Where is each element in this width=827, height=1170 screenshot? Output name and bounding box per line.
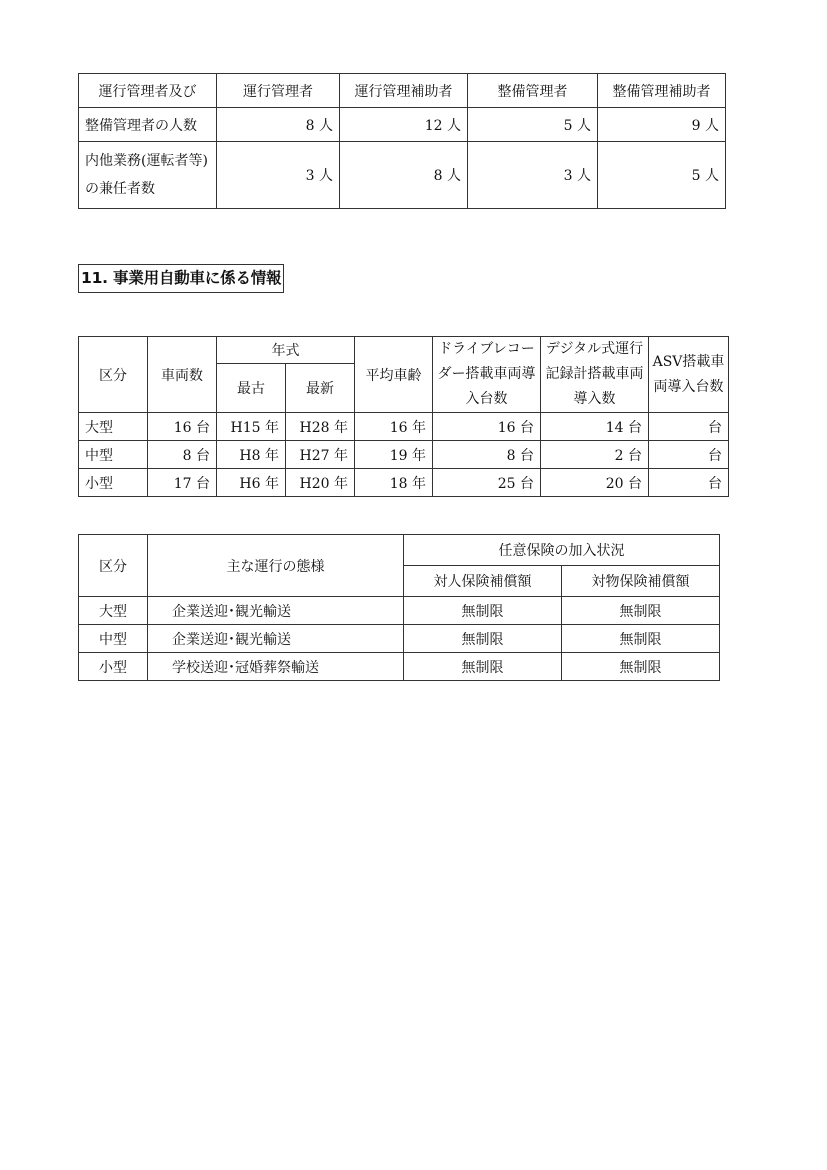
vehicle-asv: 台 bbox=[649, 413, 729, 441]
vehicle-newest: H20 年 bbox=[286, 469, 355, 497]
vehicle-newest: H27 年 bbox=[286, 441, 355, 469]
table-row bbox=[79, 441, 729, 469]
insurance-table bbox=[78, 534, 720, 681]
insurance-operation: 企業送迎･観光輸送 bbox=[148, 625, 404, 653]
header-newest: 最新 bbox=[286, 364, 355, 413]
vehicle-asv: 台 bbox=[649, 441, 729, 469]
header-property-coverage: 対物保険補償額 bbox=[562, 566, 720, 597]
header-insurance-status: 任意保険の加入状況 bbox=[404, 535, 720, 566]
concurrent-maintenance-manager: 3 人 bbox=[468, 142, 598, 209]
insurance-property: 無制限 bbox=[562, 653, 720, 681]
vehicle-average-age: 18 年 bbox=[355, 469, 433, 497]
count-operation-manager: 8 人 bbox=[217, 108, 340, 142]
insurance-category: 中型 bbox=[79, 625, 148, 653]
vehicle-drive-recorder: 8 台 bbox=[433, 441, 541, 469]
vehicle-count: 16 台 bbox=[148, 413, 217, 441]
header-oldest: 最古 bbox=[217, 364, 286, 413]
insurance-category: 小型 bbox=[79, 653, 148, 681]
insurance-category: 大型 bbox=[79, 597, 148, 625]
header-operation-mode: 主な運行の態様 bbox=[148, 535, 404, 597]
insurance-operation: 学校送迎･冠婚葬祭輸送 bbox=[148, 653, 404, 681]
header-maintenance-manager: 整備管理者 bbox=[468, 74, 598, 108]
insurance-operation: 企業送迎･観光輸送 bbox=[148, 597, 404, 625]
concurrent-operation-manager: 3 人 bbox=[217, 142, 340, 209]
header-vehicle-count: 車両数 bbox=[148, 337, 217, 413]
vehicle-category: 大型 bbox=[79, 413, 148, 441]
vehicle-oldest: H15 年 bbox=[217, 413, 286, 441]
vehicle-oldest: H8 年 bbox=[217, 441, 286, 469]
vehicle-digital-tachograph: 14 台 bbox=[541, 413, 649, 441]
count-maintenance-manager: 5 人 bbox=[468, 108, 598, 142]
insurance-personal: 無制限 bbox=[404, 597, 562, 625]
header-model-year: 年式 bbox=[217, 337, 355, 364]
vehicle-category: 小型 bbox=[79, 469, 148, 497]
concurrent-maintenance-manager-assistant: 5 人 bbox=[598, 142, 726, 209]
concurrent-operation-manager-assistant: 8 人 bbox=[340, 142, 468, 209]
staff-count-table bbox=[78, 73, 726, 209]
vehicle-average-age: 19 年 bbox=[355, 441, 433, 469]
insurance-personal: 無制限 bbox=[404, 625, 562, 653]
insurance-personal: 無制限 bbox=[404, 653, 562, 681]
vehicle-digital-tachograph: 20 台 bbox=[541, 469, 649, 497]
vehicle-drive-recorder: 16 台 bbox=[433, 413, 541, 441]
header-average-age: 平均車齢 bbox=[355, 337, 433, 413]
vehicle-category: 中型 bbox=[79, 441, 148, 469]
vehicle-digital-tachograph: 2 台 bbox=[541, 441, 649, 469]
header-operation-manager-assistant: 運行管理補助者 bbox=[340, 74, 468, 108]
count-operation-manager-assistant: 12 人 bbox=[340, 108, 468, 142]
header-operation-manager: 運行管理者 bbox=[217, 74, 340, 108]
header-maintenance-manager-assistant: 整備管理補助者 bbox=[598, 74, 726, 108]
header-category: 区分 bbox=[79, 535, 148, 597]
vehicle-count: 8 台 bbox=[148, 441, 217, 469]
vehicle-drive-recorder: 25 台 bbox=[433, 469, 541, 497]
concurrent-label: 内他業務(運転者等)の兼任者数 bbox=[79, 142, 217, 209]
header-drive-recorder: ドライブレコーダー搭載車両導入台数 bbox=[433, 337, 541, 413]
insurance-property: 無制限 bbox=[562, 597, 720, 625]
vehicle-table bbox=[78, 336, 729, 497]
vehicle-average-age: 16 年 bbox=[355, 413, 433, 441]
table-row bbox=[79, 653, 720, 681]
table-row bbox=[79, 413, 729, 441]
insurance-property: 無制限 bbox=[562, 625, 720, 653]
staff-row-label-line1: 運行管理者及び bbox=[79, 74, 217, 108]
header-category: 区分 bbox=[79, 337, 148, 413]
header-personal-coverage: 対人保険補償額 bbox=[404, 566, 562, 597]
table-row bbox=[79, 469, 729, 497]
table-row bbox=[79, 625, 720, 653]
header-digital-tachograph: デジタル式運行記録計搭載車両導入数 bbox=[541, 337, 649, 413]
count-maintenance-manager-assistant: 9 人 bbox=[598, 108, 726, 142]
vehicle-asv: 台 bbox=[649, 469, 729, 497]
vehicle-oldest: H6 年 bbox=[217, 469, 286, 497]
section-heading: 11. 事業用自動車に係る情報 bbox=[78, 264, 284, 293]
vehicle-newest: H28 年 bbox=[286, 413, 355, 441]
header-asv: ASV搭載車両導入台数 bbox=[649, 337, 729, 413]
staff-row-label-line2: 整備管理者の人数 bbox=[79, 108, 217, 142]
table-row bbox=[79, 597, 720, 625]
vehicle-count: 17 台 bbox=[148, 469, 217, 497]
